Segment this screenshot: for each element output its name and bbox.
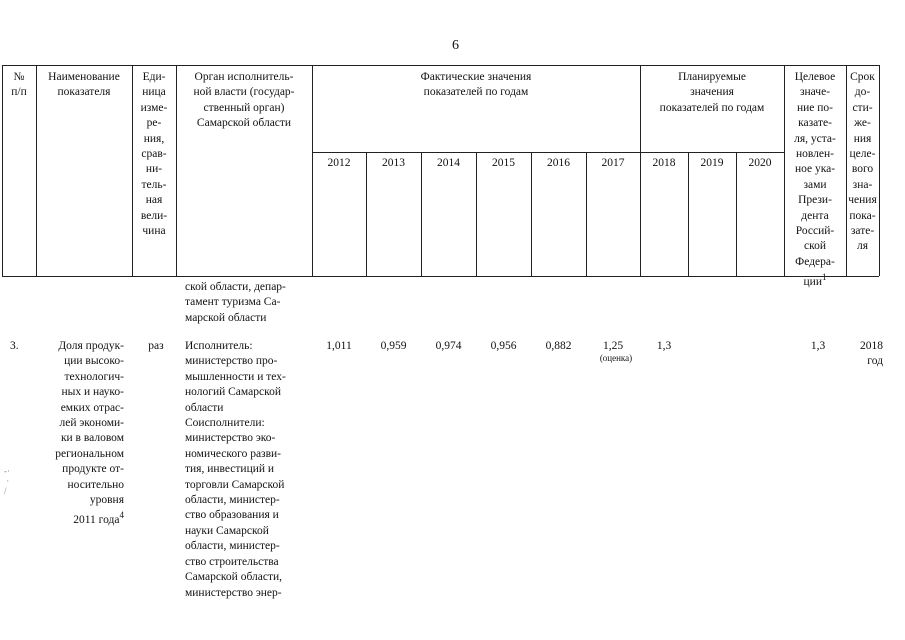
organ-text: Исполнитель: министерство про- мышленности и тех- нологий Самарской области Соисполнители: министерство эко- номического разви- тия, инвестиций и торговли Самарской области, министер- ство образования и науки Самарской области, министер- ство строительства Самарской области, министерство энер- bbox=[185, 340, 286, 599]
target-value: 1,3 bbox=[810, 340, 826, 352]
page-number: 6 bbox=[452, 38, 459, 53]
header-no: № п/п bbox=[11, 71, 27, 99]
year-header: 2020 bbox=[748, 157, 772, 169]
year-header: 2014 bbox=[437, 157, 460, 169]
year-header: 2015 bbox=[492, 157, 515, 169]
term-value: 2018 год bbox=[860, 340, 883, 368]
header-term: Срок до- сти- же- ния целе- вого зна- чения пока- зате- ля bbox=[848, 71, 877, 253]
value-2014: 0,974 bbox=[435, 340, 462, 352]
header-target-footnote: 1 bbox=[821, 272, 827, 283]
header-unit: Еди- ница изме- ре- ния, срав- ни- тель- ная вели- чина bbox=[140, 71, 168, 238]
header-target-text: Целевое значе- ние по- казате- ля, уста- новлен- ное ука- зами Прези- дента Россий- ской Федера- ции bbox=[794, 71, 836, 289]
row-number: 3. bbox=[10, 340, 19, 352]
value-2012: 1,011 bbox=[326, 340, 352, 352]
year-header: 2019 bbox=[700, 157, 724, 169]
indicator-footnote: 4 bbox=[119, 510, 124, 521]
table-top-border bbox=[2, 65, 879, 66]
year-header: 2013 bbox=[382, 157, 405, 169]
value-2017: 1,25 bbox=[602, 340, 624, 352]
header-target bbox=[784, 70, 846, 291]
value-2013: 0,959 bbox=[380, 340, 407, 352]
year-header: 2012 bbox=[327, 157, 351, 169]
value-2017-note: (оценка) bbox=[599, 353, 633, 363]
header-fact: Фактические значения показателей по годам bbox=[420, 71, 532, 99]
value-2015: 0,956 bbox=[490, 340, 517, 352]
indicator-name bbox=[36, 339, 124, 529]
header-plan: Планируемые значения показателей по годам bbox=[659, 71, 765, 114]
value-2016: 0,882 bbox=[545, 340, 572, 352]
header-bottom-border bbox=[2, 276, 879, 277]
indicator-name-text: Доля продук- ции высоко- технологич- ных и науко- емких отрас- лей экономи- ки в валовом региональном продукте от- носительно уровня 2011 года bbox=[55, 340, 124, 527]
organ-carryover: ской области, депар- тамент туризма Са- марской области bbox=[185, 281, 286, 324]
years-divider bbox=[312, 152, 784, 153]
header-name: Наименование показателя bbox=[48, 71, 120, 99]
year-header: 2016 bbox=[547, 157, 570, 169]
value-2018: 1,3 bbox=[656, 340, 672, 352]
header-organ: Орган исполнитель- ной власти (государ- ственный орган) Самарской области bbox=[193, 71, 295, 130]
scan-mark: -· · / bbox=[4, 466, 10, 496]
unit-value: раз bbox=[148, 340, 164, 352]
year-header: 2017 bbox=[601, 157, 625, 169]
year-header: 2018 bbox=[652, 157, 676, 169]
